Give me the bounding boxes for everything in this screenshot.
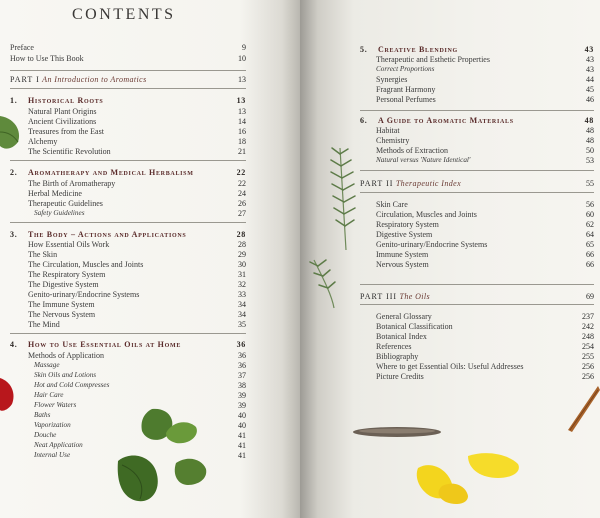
divider	[10, 222, 246, 223]
toc-subentry[interactable]: Baths 40	[34, 411, 246, 420]
toc-entry[interactable]: Synergies 44	[376, 75, 594, 84]
toc-entry[interactable]: The Scientific Revolution 21	[28, 147, 246, 156]
toc-subentry[interactable]: Correct Proportions 43	[376, 65, 594, 74]
part-2-heading[interactable]: PART II Therapeutic Index 55	[360, 179, 594, 188]
toc-entry[interactable]: Personal Perfumes 46	[376, 95, 594, 104]
toc-entry[interactable]: The Nervous System 34	[28, 310, 246, 319]
toc-entry[interactable]: Genito-urinary/Endocrine Systems 65	[376, 240, 594, 249]
toc-subentry[interactable]: Douche 41	[34, 431, 246, 440]
contents-title: CONTENTS	[72, 6, 176, 23]
toc-entry[interactable]: How Essential Oils Work 28	[28, 240, 246, 249]
toc-entry[interactable]: Methods of Application 36	[28, 351, 246, 360]
green-leaf-image	[0, 112, 22, 152]
divider	[360, 304, 594, 305]
toc-entry[interactable]: General Glossary 237	[376, 312, 594, 321]
chapter-5-heading[interactable]: 5. Creative Blending 43	[360, 45, 594, 54]
divider	[360, 284, 594, 285]
divider	[10, 333, 246, 334]
chapter-6-heading[interactable]: 6. A Guide to Aromatic Materials 48	[360, 116, 594, 125]
toc-entry[interactable]: Chemistry 48	[376, 136, 594, 145]
rosemary-sprig-image	[300, 140, 370, 310]
toc-subentry[interactable]: Skin Oils and Lotions 37	[34, 371, 246, 380]
toc-entry[interactable]: The Respiratory System 31	[28, 270, 246, 279]
toc-entry[interactable]: The Mind 35	[28, 320, 246, 329]
toc-entry[interactable]: Botanical Classification 242	[376, 322, 594, 331]
toc-entry[interactable]: The Circulation, Muscles and Joints 30	[28, 260, 246, 269]
basil-leaves-image	[112, 405, 252, 510]
toc-entry[interactable]: The Digestive System 32	[28, 280, 246, 289]
toc-entry[interactable]: Herbal Medicine 24	[28, 189, 246, 198]
toc-subentry[interactable]: Vaporization 40	[34, 421, 246, 430]
toc-entry[interactable]: Respiratory System 62	[376, 220, 594, 229]
toc-subentry[interactable]: Hair Care 39	[34, 391, 246, 400]
toc-entry[interactable]: Methods of Extraction 50	[376, 146, 594, 155]
toc-entry[interactable]: Treasures from the East 16	[28, 127, 246, 136]
toc-entry[interactable]: Fragrant Harmony 45	[376, 85, 594, 94]
toc-subentry[interactable]: Natural versus 'Nature Identical' 53	[376, 156, 594, 165]
toc-subentry[interactable]: Flower Waters 39	[34, 401, 246, 410]
toc-entry[interactable]: Genito-urinary/Endocrine Systems 33	[28, 290, 246, 299]
right-page	[300, 0, 600, 518]
toc-entry[interactable]: Picture Credits 256	[376, 372, 594, 381]
toc-entry[interactable]: Circulation, Muscles and Joints 60	[376, 210, 594, 219]
toc-entry[interactable]: Bibliography 255	[376, 352, 594, 361]
toc-entry[interactable]: Digestive System 64	[376, 230, 594, 239]
divider	[10, 160, 246, 161]
toc-subentry[interactable]: Neat Application 41	[34, 441, 246, 450]
lemon-peel-image	[412, 446, 532, 508]
toc-entry[interactable]: Therapeutic and Esthetic Properties 43	[376, 55, 594, 64]
toc-entry[interactable]: Ancient Civilizations 14	[28, 117, 246, 126]
chapter-3-heading[interactable]: 3. The Body – Actions and Applications 28	[10, 230, 246, 239]
toc-entry[interactable]: Skin Care 56	[376, 200, 594, 209]
divider	[360, 192, 594, 193]
toc-entry[interactable]: Botanical Index 248	[376, 332, 594, 341]
toc-subentry[interactable]: Safety Guidelines 27	[34, 209, 246, 218]
dried-herb-image	[352, 424, 442, 440]
toc-entry[interactable]: Natural Plant Origins 13	[28, 107, 246, 116]
toc-entry[interactable]: Therapeutic Guidelines 26	[28, 199, 246, 208]
toc-entry[interactable]: Nervous System 66	[376, 260, 594, 269]
toc-entry[interactable]: Habitat 48	[376, 126, 594, 135]
toc-entry[interactable]: References 254	[376, 342, 594, 351]
divider	[10, 88, 246, 89]
chapter-1-heading[interactable]: 1. Historical Roots 13	[10, 96, 246, 105]
chapter-4-heading[interactable]: 4. How to Use Essential Oils at Home 36	[10, 340, 246, 349]
divider	[360, 170, 594, 171]
toc-entry[interactable]: The Immune System 34	[28, 300, 246, 309]
toc-entry[interactable]: Where to get Essential Oils: Useful Addresses 256	[376, 362, 594, 371]
red-petal-image	[0, 378, 16, 412]
part-3-heading[interactable]: PART III The Oils 69	[360, 292, 594, 301]
cinnamon-stick-image	[562, 382, 600, 432]
toc-entry[interactable]: Immune System 66	[376, 250, 594, 259]
toc-subentry[interactable]: Internal Use 41	[34, 451, 246, 460]
toc-entry[interactable]: Alchemy 18	[28, 137, 246, 146]
chapter-2-heading[interactable]: 2. Aromatherapy and Medical Herbalism 22	[10, 168, 246, 177]
toc-entry-preface[interactable]: Preface 9	[10, 43, 246, 52]
divider	[10, 70, 246, 71]
toc-subentry[interactable]: Hot and Cold Compresses 38	[34, 381, 246, 390]
part-1-heading[interactable]: PART I An Introduction to Aromatics 13	[10, 75, 246, 84]
divider	[360, 110, 594, 111]
toc-entry-how-to-use[interactable]: How to Use This Book 10	[10, 54, 246, 63]
toc-entry[interactable]: The Birth of Aromatherapy 22	[28, 179, 246, 188]
toc-entry[interactable]: The Skin 29	[28, 250, 246, 259]
toc-subentry[interactable]: Massage 36	[34, 361, 246, 370]
